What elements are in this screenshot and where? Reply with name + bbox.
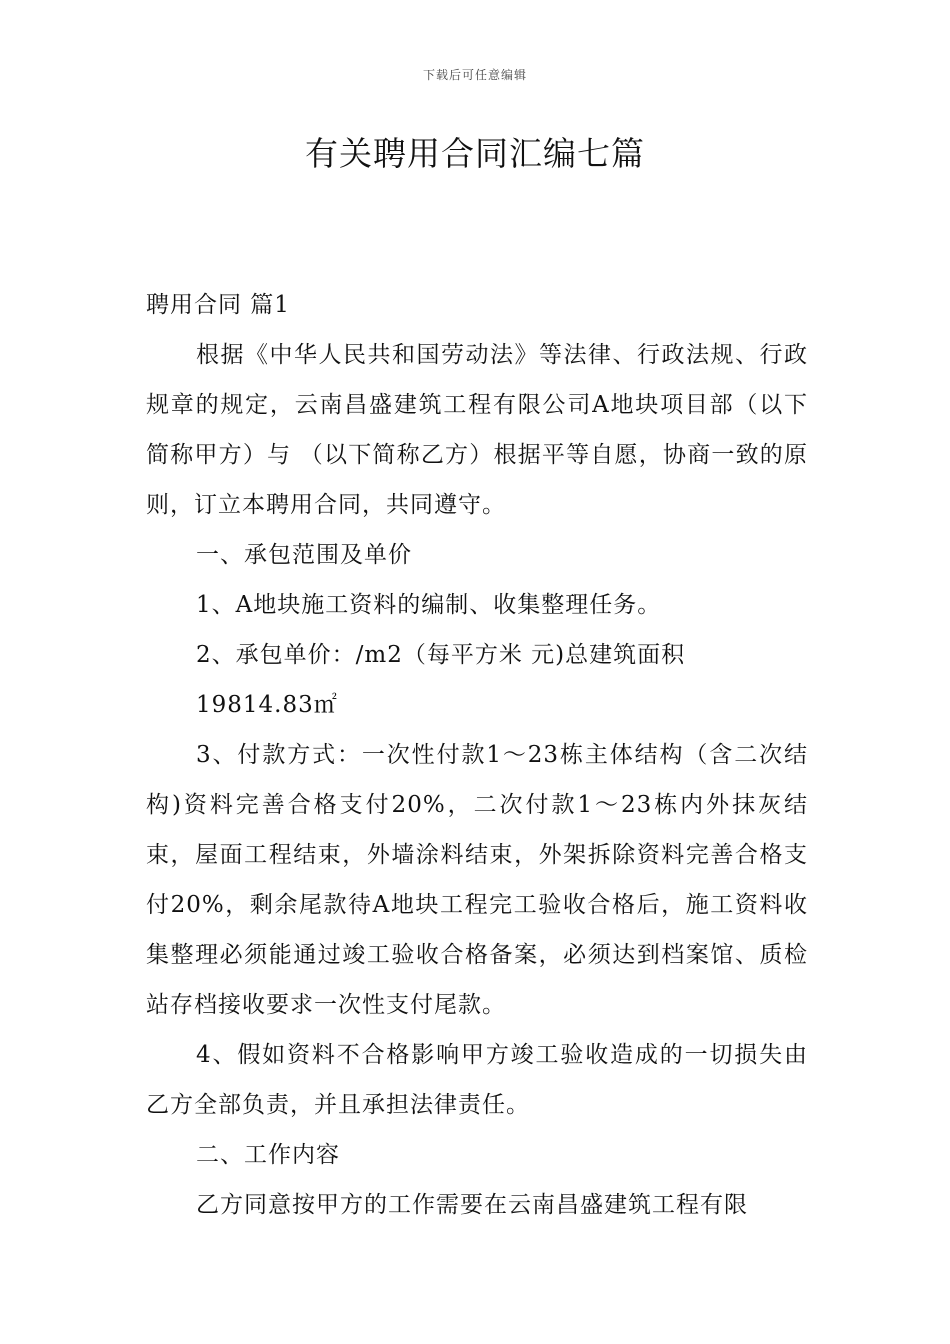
section-heading: 聘用合同 篇1 xyxy=(146,292,290,318)
clause-item-2: 2、承包单价：/m2（每平方米 元)总建筑面积 xyxy=(196,642,686,668)
document-body xyxy=(146,280,808,1230)
document-title: 有关聘用合同汇编七篇 xyxy=(305,134,645,173)
clause-item-1: 1、A地块施工资料的编制、收集整理任务。 xyxy=(196,592,662,618)
clause-heading-scope: 一、承包范围及单价 xyxy=(196,542,412,568)
paragraph-intro: 根据《中华人民共和国劳动法》等法律、行政法规、行政规章的规定，云南昌盛建筑工程有限公司A地块项目部（以下简称甲方）与 （以下简称乙方）根据平等自愿，协商一致的原则，订立本聘用合同，共同遵守。 xyxy=(146,342,808,518)
clause-item-4: 4、假如资料不合格影响甲方竣工验收造成的一切损失由乙方全部负责，并且承担法律责任。 xyxy=(146,1042,808,1118)
header-note: 下载后可任意编辑 xyxy=(422,68,527,82)
clause-item-3: 3、付款方式：一次性付款1～23栋主体结构（含二次结构)资料完善合格支付20%，二次付款1～23栋内外抹灰结束，屋面工程结束，外墙涂料结束，外架拆除资料完善合格支付20%，剩余尾款待A地块工程完工验收合格后，施工资料收集整理必须能通过竣工验收合格备案，必须达到档案馆、质检站存档接收要求一次性支付尾款。 xyxy=(146,742,808,1018)
paragraph-work-content: 乙方同意按甲方的工作需要在云南昌盛建筑工程有限 xyxy=(196,1192,748,1218)
clause-heading-work: 二、工作内容 xyxy=(196,1142,340,1168)
clause-item-2-area: 19814.83㎡ xyxy=(196,692,338,718)
